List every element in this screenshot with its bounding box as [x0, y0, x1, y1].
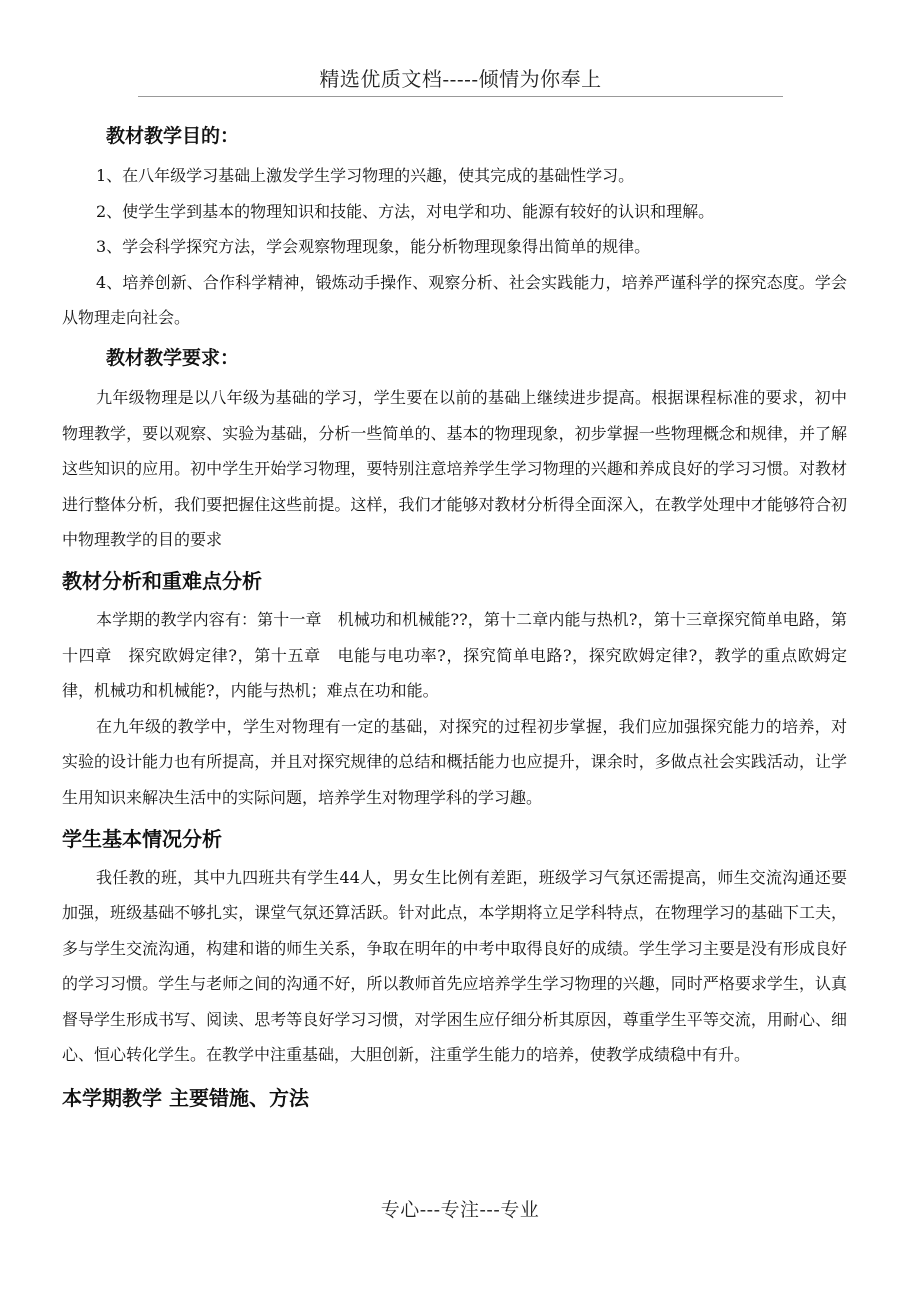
goal-item-1: 1、在八年级学习基础上激发学生学习物理的兴趣，使其完成的基础性学习。 [96, 166, 635, 185]
section-title-analysis: 教材分析和重难点分析 [62, 568, 262, 593]
page-header: 精选优质文档-----倾情为你奉上 [138, 64, 783, 97]
goal-item-4: 4、培养创新、合作科学精神，锻炼动手操作、观察分析、社会实践能力，培养严谨科学的探究态度。学会从物理走向社会。 [62, 272, 847, 328]
document-body [62, 110, 847, 1113]
requirements-paragraph: 九年级物理是以八年级为基础的学习，学生要在以前的基础上继续进步提高。根据课程标准的要求，初中物理教学，要以观察、实验为基础，分析一些简单的、基本的物理现象，初步掌握一些物理概念和规律，并了解这些知识的应用。初中学生开始学习物理，要特别注意培养学生学习物理的兴趣和养成良好的学习习惯。对教材进行整体分析，我们要把握住这些前提。这样，我们才能够对教材分析得全面深入，在教学处理中才能够符合初中物理教学的目的要求 [62, 387, 847, 550]
page-footer: 专心---专注---专业 [380, 1199, 540, 1221]
section-title-measures: 本学期教学 主要错施、方法 [62, 1086, 309, 1111]
goal-item-3: 3、学会科学探究方法，学会观察物理现象，能分析物理现象得出简单的规律。 [96, 237, 651, 257]
students-paragraph: 我任教的班，其中九四班共有学生44人，男女生比例有差距，班级学习气氛还需提高，师生交流沟通还要加强，班级基础不够扎实，课堂气氛还算活跃。针对此点，本学期将立足学科特点，在物理学习的基础下工夫，多与学生交流沟通，构建和谐的师生关系，争取在明年的中考中取得良好的成绩。学生学习主要是没有形成良好的学习习惯。学生与老师之间的沟通不好，所以教师首先应培养学生学习物理的兴趣，同时严格要求学生，认真督导学生形成书写、阅读、思考等良好学习习惯，对学困生应仔细分析其原因，尊重学生平等交流，用耐心、细心、恒心转化学生。在教学中注重基础，大胆创新，注重学生能力的培养，使教学成绩稳中有升。 [62, 867, 847, 1065]
section-title-requirements: 教材教学要求： [106, 346, 240, 369]
analysis-paragraph-1: 本学期的教学内容有：第十一章 机械功和机械能??，第十二章内能与热机?，第十三章探究简单电路，第十四章 探究欧姆定律?，第十五章 电能与电功率?，探究简单电路?，探究欧姆定律?，教学的重点欧姆定律，机械功和机械能?，内能与热机；难点在功和能。 [62, 609, 847, 701]
goal-item-2: 2、使学生学到基本的物理知识和技能、方法，对电学和功、能源有较好的认识和理解。 [96, 201, 715, 221]
analysis-paragraph-2: 在九年级的教学中，学生对物理有一定的基础，对探究的过程初步掌握，我们应加强探究能力的培养，对实验的设计能力也有所提高，并且对探究规律的总结和概括能力也应提升，课余时，多做点社会实践活动，让学生用知识来解决生活中的实际问题，培养学生对物理学科的学习趣。 [62, 716, 847, 807]
section-title-students: 学生基本情况分析 [62, 826, 222, 851]
section-title-goals: 教材教学目的： [106, 125, 240, 147]
